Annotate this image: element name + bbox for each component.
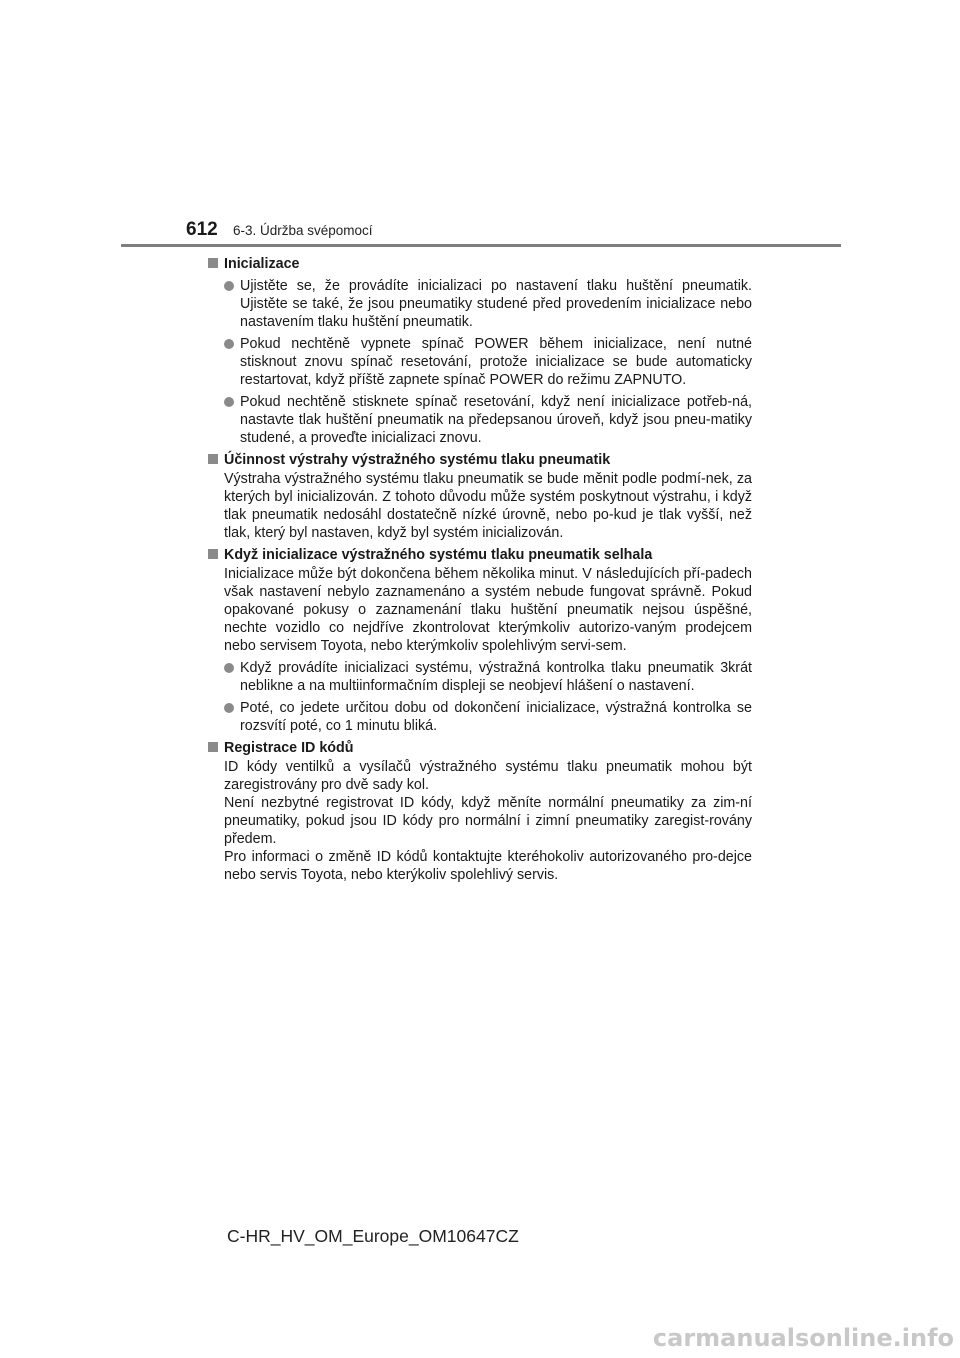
section-inicializace xyxy=(208,255,758,447)
section-registrace-id xyxy=(208,739,758,884)
round-bullet-icon xyxy=(224,703,234,713)
section-heading xyxy=(208,546,758,564)
section-title: Účinnost výstrahy výstražného systému tlaku pneumatik xyxy=(224,452,611,468)
section-title: Registrace ID kódů xyxy=(224,740,354,756)
section-title: Inicializace xyxy=(224,256,300,272)
list-item-text: Pokud nechtěně vypnete spínač POWER během inicializace, není nutné stisknout znovu spínač resetování, protože inicializace se bude automaticky restartovat, když příště zapnete spínač POWER do režimu ZAPNUTO. xyxy=(240,336,752,388)
round-bullet-icon xyxy=(224,397,234,407)
page-number: 612 xyxy=(186,219,218,240)
list-item xyxy=(224,659,758,695)
watermark: carmanualsonline.info xyxy=(652,1324,954,1352)
list-item xyxy=(224,699,758,735)
square-bullet-icon xyxy=(208,258,218,268)
section-heading xyxy=(208,739,758,757)
section-heading xyxy=(208,255,758,273)
round-bullet-icon xyxy=(224,663,234,673)
list-item-text: Když provádíte inicializaci systému, výstražná kontrolka tlaku pneumatik 3krát neblikne a na multiinformačním displeji se neobjeví hlášení o nastavení. xyxy=(240,660,752,694)
square-bullet-icon xyxy=(208,454,218,464)
page-content xyxy=(208,255,758,884)
header-divider xyxy=(121,244,841,247)
section-header: 6-3. Údržba svépomocí xyxy=(233,223,373,238)
document-id-footer: C-HR_HV_OM_Europe_OM10647CZ xyxy=(227,1226,519,1246)
section-title: Když inicializace výstražného systému tlaku pneumatik selhala xyxy=(224,547,653,563)
section-paragraph: Není nezbytné registrovat ID kódy, když měníte normální pneumatiky za zim-ní pneumatiky, pokud jsou ID kódy pro normální i zimní pneumatiky zaregist-rovány předem. xyxy=(224,795,752,847)
round-bullet-icon xyxy=(224,281,234,291)
round-bullet-icon xyxy=(224,339,234,349)
section-paragraph: Inicializace může být dokončena během několika minut. V následujících pří-padech však nastavení nebylo zaznamenáno a systém nebude fungovat správně. Pokud opakované pokusy o zaznamenání tlaku huštění pneumatik nejsou úspěšné, nechte vozidlo co nejdříve zkontrolovat kterýmkoliv autorizo-vaným prodejcem nebo servisem Toyota, nebo kterýmkoliv spolehlivým servi-sem. xyxy=(224,566,752,654)
section-heading xyxy=(208,451,758,469)
square-bullet-icon xyxy=(208,549,218,559)
list-item-text: Ujistěte se, že provádíte inicializaci po nastavení tlaku huštění pneumatik. Ujistěte se také, že jsou pneumatiky studené před provedením inicializace nebo nastavením tlaku huštění pneumatik. xyxy=(240,278,752,330)
section-paragraph: ID kódy ventilků a vysílačů výstražného systému tlaku pneumatik mohou být zaregistrovány pro dvě sady kol. xyxy=(224,759,752,793)
list-item-text: Poté, co jedete určitou dobu od dokončení inicializace, výstražná kontrolka se rozsvítí poté, co 1 minutu bliká. xyxy=(240,700,752,734)
list-item xyxy=(224,393,758,447)
section-paragraph: Výstraha výstražného systému tlaku pneumatik se bude měnit podle podmí-nek, za kterých byl inicializován. Z tohoto důvodu může systém poskytnout výstrahu, i když tlak pneumatik nedosáhl dostatečně nízké úrovně, nebo po-kud je tlak vyšší, než tlak, který byl nastaven, když byl systém inicializován. xyxy=(224,471,752,541)
list-item xyxy=(224,335,758,389)
square-bullet-icon xyxy=(208,742,218,752)
section-paragraph: Pro informaci o změně ID kódů kontaktujte kteréhokoliv autorizovaného pro-dejce nebo servis Toyota, nebo kterýkoliv spolehlivý servis. xyxy=(224,849,752,883)
list-item-text: Pokud nechtěně stisknete spínač resetování, když není inicializace potřeb-ná, nastavte tlak huštění pneumatik na předepsanou úroveň, když jsou pneu-matiky studené, a proveďte inicializaci znovu. xyxy=(240,394,752,446)
section-inicializace-selhala xyxy=(208,546,758,735)
list-item xyxy=(224,277,758,331)
section-ucinnost-vystrahy xyxy=(208,451,758,542)
